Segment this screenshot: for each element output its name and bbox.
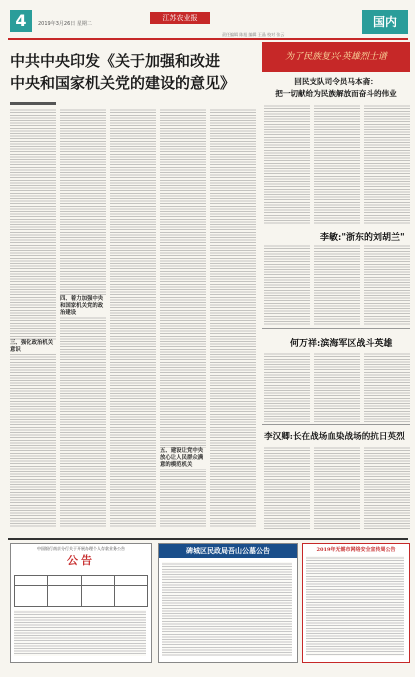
ad2-body [162, 562, 292, 656]
profile-2-column-2 [314, 352, 360, 422]
section-label: 国内 [362, 10, 408, 34]
ad1-title: 公告 [67, 554, 95, 567]
main-headline [10, 50, 250, 94]
ad1-header: 中国银行南京分行关于开展办理个人存款业务公告 [37, 546, 125, 551]
issue-info: 2019年3月26日 星期二 [38, 21, 92, 27]
subhead: 四、着力加强中央和国家机关党的政治建设 [60, 296, 106, 317]
editor-credits: 责任编辑 陈旭 编辑 王晶 校对 张云 [222, 32, 285, 37]
heroes-banner: 为了民族复兴·英雄烈士谱 [262, 42, 410, 72]
profile-1-column-1 [264, 244, 310, 326]
body-column-3 [110, 108, 156, 528]
story-title [262, 76, 410, 100]
body-column-2 [60, 108, 106, 528]
divider [262, 424, 410, 425]
ad1-body [14, 610, 146, 656]
subhead: 三、强化政治机关意识 [10, 340, 56, 354]
profile-1-column-3 [364, 244, 410, 326]
profile-3-column-3 [364, 446, 410, 530]
page-number: 4 [10, 10, 32, 32]
notice-table [14, 575, 148, 607]
story-title-line-2: 把一切献给为民族解放而奋斗的伟业 [275, 89, 397, 98]
ad3-body [306, 556, 404, 656]
headline-line-2: 中央和国家机关党的建设的意见》 [10, 74, 236, 92]
story-column-1 [264, 104, 310, 224]
profile-2-column-1 [264, 352, 310, 422]
story-column-3 [364, 104, 410, 224]
profile-title-2: 何万祥:滨海军区战斗英雄 [290, 339, 393, 349]
body-column-5 [210, 108, 256, 528]
story-column-2 [314, 104, 360, 224]
profile-title-3: 李汉卿:长在战场血染战场的抗日英烈 [264, 432, 405, 442]
ad3-title: 2019年无锡市网络安全宣传周公告 [316, 547, 396, 553]
profile-3-column-1 [264, 446, 310, 530]
profile-title-1: 李敏:"浙东的刘胡兰" [320, 233, 405, 243]
body-column-1 [10, 108, 56, 528]
profile-1-column-2 [314, 244, 360, 326]
masthead: 江苏农业报 [150, 12, 210, 24]
lead-paragraph-mark [10, 102, 56, 105]
profile-3-column-2 [314, 446, 360, 530]
subhead: 五、建设让党中央放心让人民群众满意的模范机关 [160, 448, 206, 469]
story-title-line-1: 回民支队司令员马本斋： [294, 77, 378, 86]
divider [262, 328, 410, 329]
profile-2-column-3 [364, 352, 410, 422]
headline-line-1: 中共中央印发《关于加强和改进 [10, 52, 221, 70]
ad2-title: 碑城区民政局吾山公墓公告 [159, 544, 297, 558]
